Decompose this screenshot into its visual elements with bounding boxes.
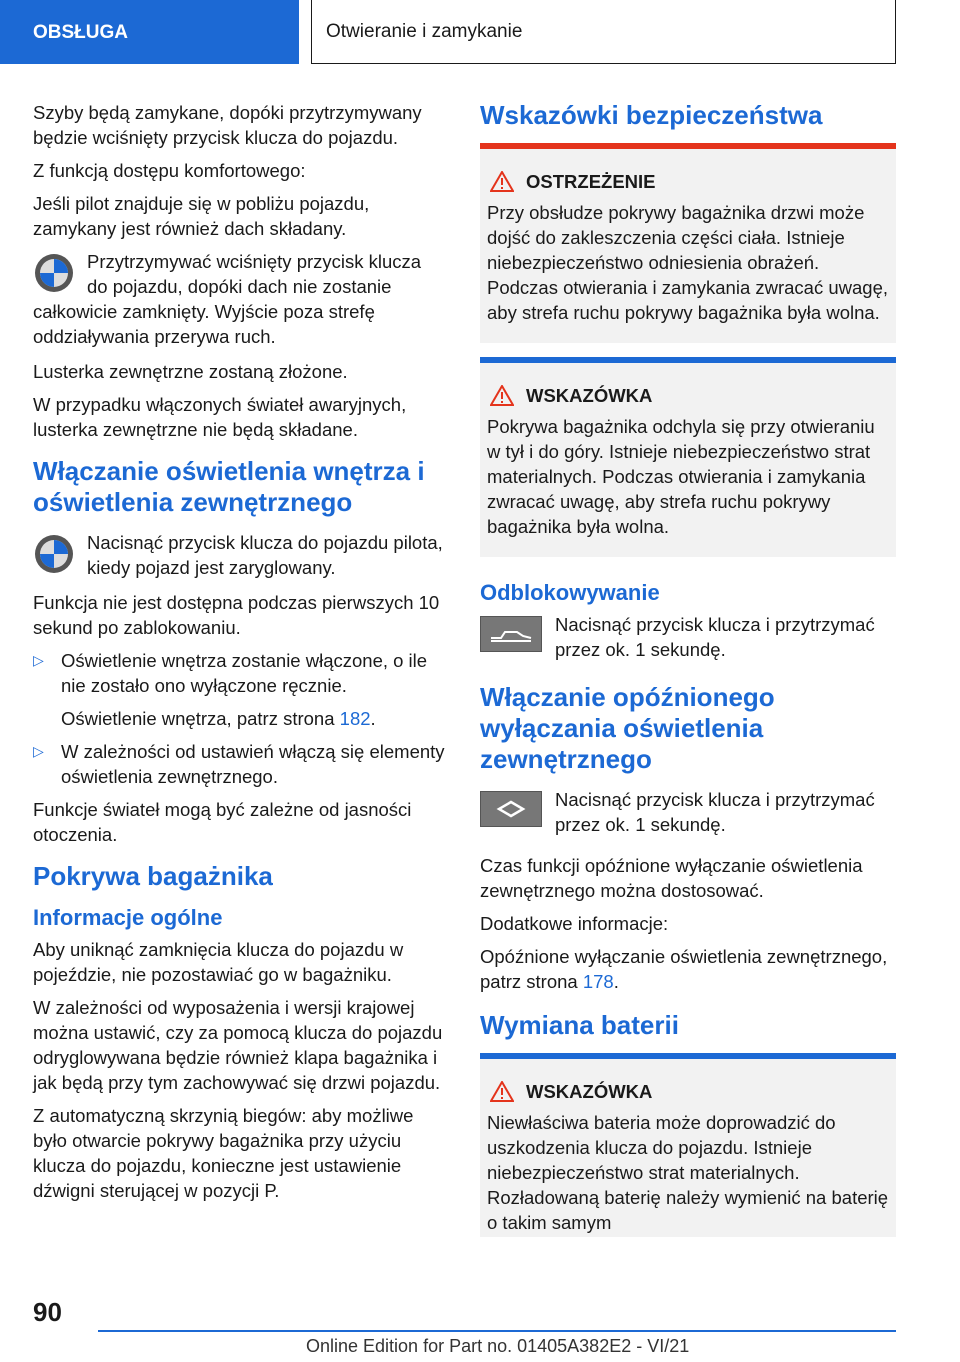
paragraph: Z automatyczną skrzynią biegów: aby możliwe było otwarcie pokrywy bagażnika przy użyciu klucza do pojazdu, konieczne jest ustawienie dźwigni sterującej w pozycji P.: [33, 1105, 414, 1201]
paragraph: Czas funkcji opóźnione wyłączanie oświetlenia zewnętrznego można dostosować.: [480, 855, 863, 901]
warning-triangle-icon: [490, 1081, 514, 1102]
cross-reference: Opóźnione wyłączanie oświetlenia zewnętrznego, patrz strona 178.: [480, 946, 888, 992]
triangle-bullet-icon: ▷: [33, 743, 44, 759]
bmw-key-icon: [34, 534, 74, 574]
paragraph: Lusterka zewnętrzne zostaną złożone.: [33, 361, 348, 382]
page-number: 90: [33, 1297, 62, 1327]
cross-reference: Oświetlenie wnętrza, patrz strona 182.: [61, 708, 376, 729]
heading-lighting: Włączanie oświetlenia wnętrza i oświetlenia zewnętrznego: [33, 456, 425, 517]
paragraph: Z funkcją dostępu komfortowego:: [33, 160, 306, 181]
instruction-text: Nacisnąć przycisk klucza i przytrzymać przez ok. 1 sekundę.: [555, 614, 875, 660]
paragraph: Aby uniknąć zamknięcia klucza do pojazdu w pojeździe, nie pozostawiać go w bagażniku.: [33, 939, 404, 985]
triangle-bullet-icon: ▷: [33, 652, 44, 668]
heading-battery: Wymiana baterii: [480, 1010, 679, 1040]
note-title: WSKAZÓWKA: [526, 385, 653, 406]
chapter-title: Otwieranie i zamykanie: [326, 21, 523, 42]
bmw-key-icon: [34, 253, 74, 293]
light-button-icon: [480, 791, 542, 827]
heading-delay: Włączanie opóźnionego wyłączania oświetlenia zewnętrznego: [480, 682, 775, 774]
paragraph: W przypadku włączonych świateł awaryjnych, lusterka zewnętrzne nie będą składane.: [33, 394, 407, 440]
heading-trunk: Pokrywa bagażnika: [33, 861, 273, 891]
key-instruction: [480, 787, 896, 843]
note-box: [480, 1053, 896, 1237]
right-column: [480, 100, 896, 1251]
note-title: WSKAZÓWKA: [526, 1081, 653, 1102]
paragraph: W zależności od wyposażenia i wersji krajowej można ustawić, czy za pomocą klucza do pojazdu odryglowywana będzie również klapa bagażnika i jak będą przy tym zachowywać się drzwi pojazdu.: [33, 997, 443, 1093]
edition-note: Online Edition for Part no. 01405A382E2 - VI/21: [306, 1336, 690, 1356]
instruction-text: Nacisnąć przycisk klucza do pojazdu pilota, kiedy pojazd jest zaryglowany.: [87, 532, 443, 578]
key-instruction: [33, 530, 445, 580]
warning-text: Przy obsłudze pokrywy bagażnika drzwi może dojść do zakleszczenia części ciała. Istnieje niebezpieczeństwo odniesienia obrażeń. Podczas otwierania i zamykania zwracać uwagę, aby strefa ruchu pokrywy bagażnika była wolna.: [487, 202, 889, 323]
paragraph: Dodatkowe informacje:: [480, 913, 669, 934]
heading-general: Informacje ogólne: [33, 905, 223, 930]
section-tab: [0, 0, 299, 64]
chapter-header: [311, 0, 896, 64]
note-text: Niewłaściwa bateria może doprowadzić do uszkodzenia klucza do pojazdu. Istnieje niebezpieczeństwo strat materialnych. Rozładowaną baterię należy wymienić na baterię o takim samym: [487, 1112, 889, 1233]
instruction-text: Przytrzymywać wciśnięty przycisk klucza do pojazdu, dopóki dach nie zostanie całkowicie zamknięty. Wyjście poza strefę oddziaływania przerywa ruch.: [33, 251, 422, 347]
warning-triangle-icon: [490, 385, 514, 406]
paragraph: Szyby będą zamykane, dopóki przytrzymywany będzie wciśnięty przycisk klucza do pojazdu.: [33, 102, 422, 148]
note-box: [480, 357, 896, 557]
instruction-text: Nacisnąć przycisk klucza i przytrzymać przez ok. 1 sekundę.: [555, 789, 875, 835]
key-instruction: [33, 249, 445, 349]
heading-safety: Wskazówki bezpieczeństwa: [480, 100, 823, 130]
list-item: ▷ W zależności od ustawień włączą się elementy oświetlenia zewnętrznego.: [33, 741, 445, 787]
warning-title: OSTRZEŻENIE: [526, 171, 656, 192]
section-label: OBSŁUGA: [33, 21, 128, 43]
paragraph: Funkcja nie jest dostępna podczas pierwszych 10 sekund po zablokowaniu.: [33, 592, 440, 638]
paragraph: Jeśli pilot znajduje się w pobliżu pojazdu, zamykany jest również dach składany.: [33, 193, 370, 239]
key-instruction: [480, 612, 896, 668]
list-item: ▷ Oświetlenie wnętrza zostanie włączone, o ile nie zostało ono wyłączone ręcznie.: [33, 650, 428, 696]
page-link-178[interactable]: 178: [582, 971, 614, 992]
heading-unlock: Odblokowywanie: [480, 580, 660, 605]
trunk-button-icon: [480, 616, 542, 652]
left-column: [33, 100, 445, 1211]
paragraph: Funkcje świateł mogą być zależne od jasności otoczenia.: [33, 799, 412, 845]
note-text: Pokrywa bagażnika odchyla się przy otwieraniu w tył i do góry. Istnieje niebezpieczeństwo strat materialnych. Podczas otwierania i zamykania zwracać uwagę, aby strefa ruchu pokrywy bagażnika była wolna.: [487, 416, 875, 537]
warning-box: [480, 143, 896, 343]
footer-rule: [98, 1330, 896, 1332]
warning-triangle-icon: [490, 171, 514, 192]
page-link-182[interactable]: 182: [339, 708, 371, 729]
